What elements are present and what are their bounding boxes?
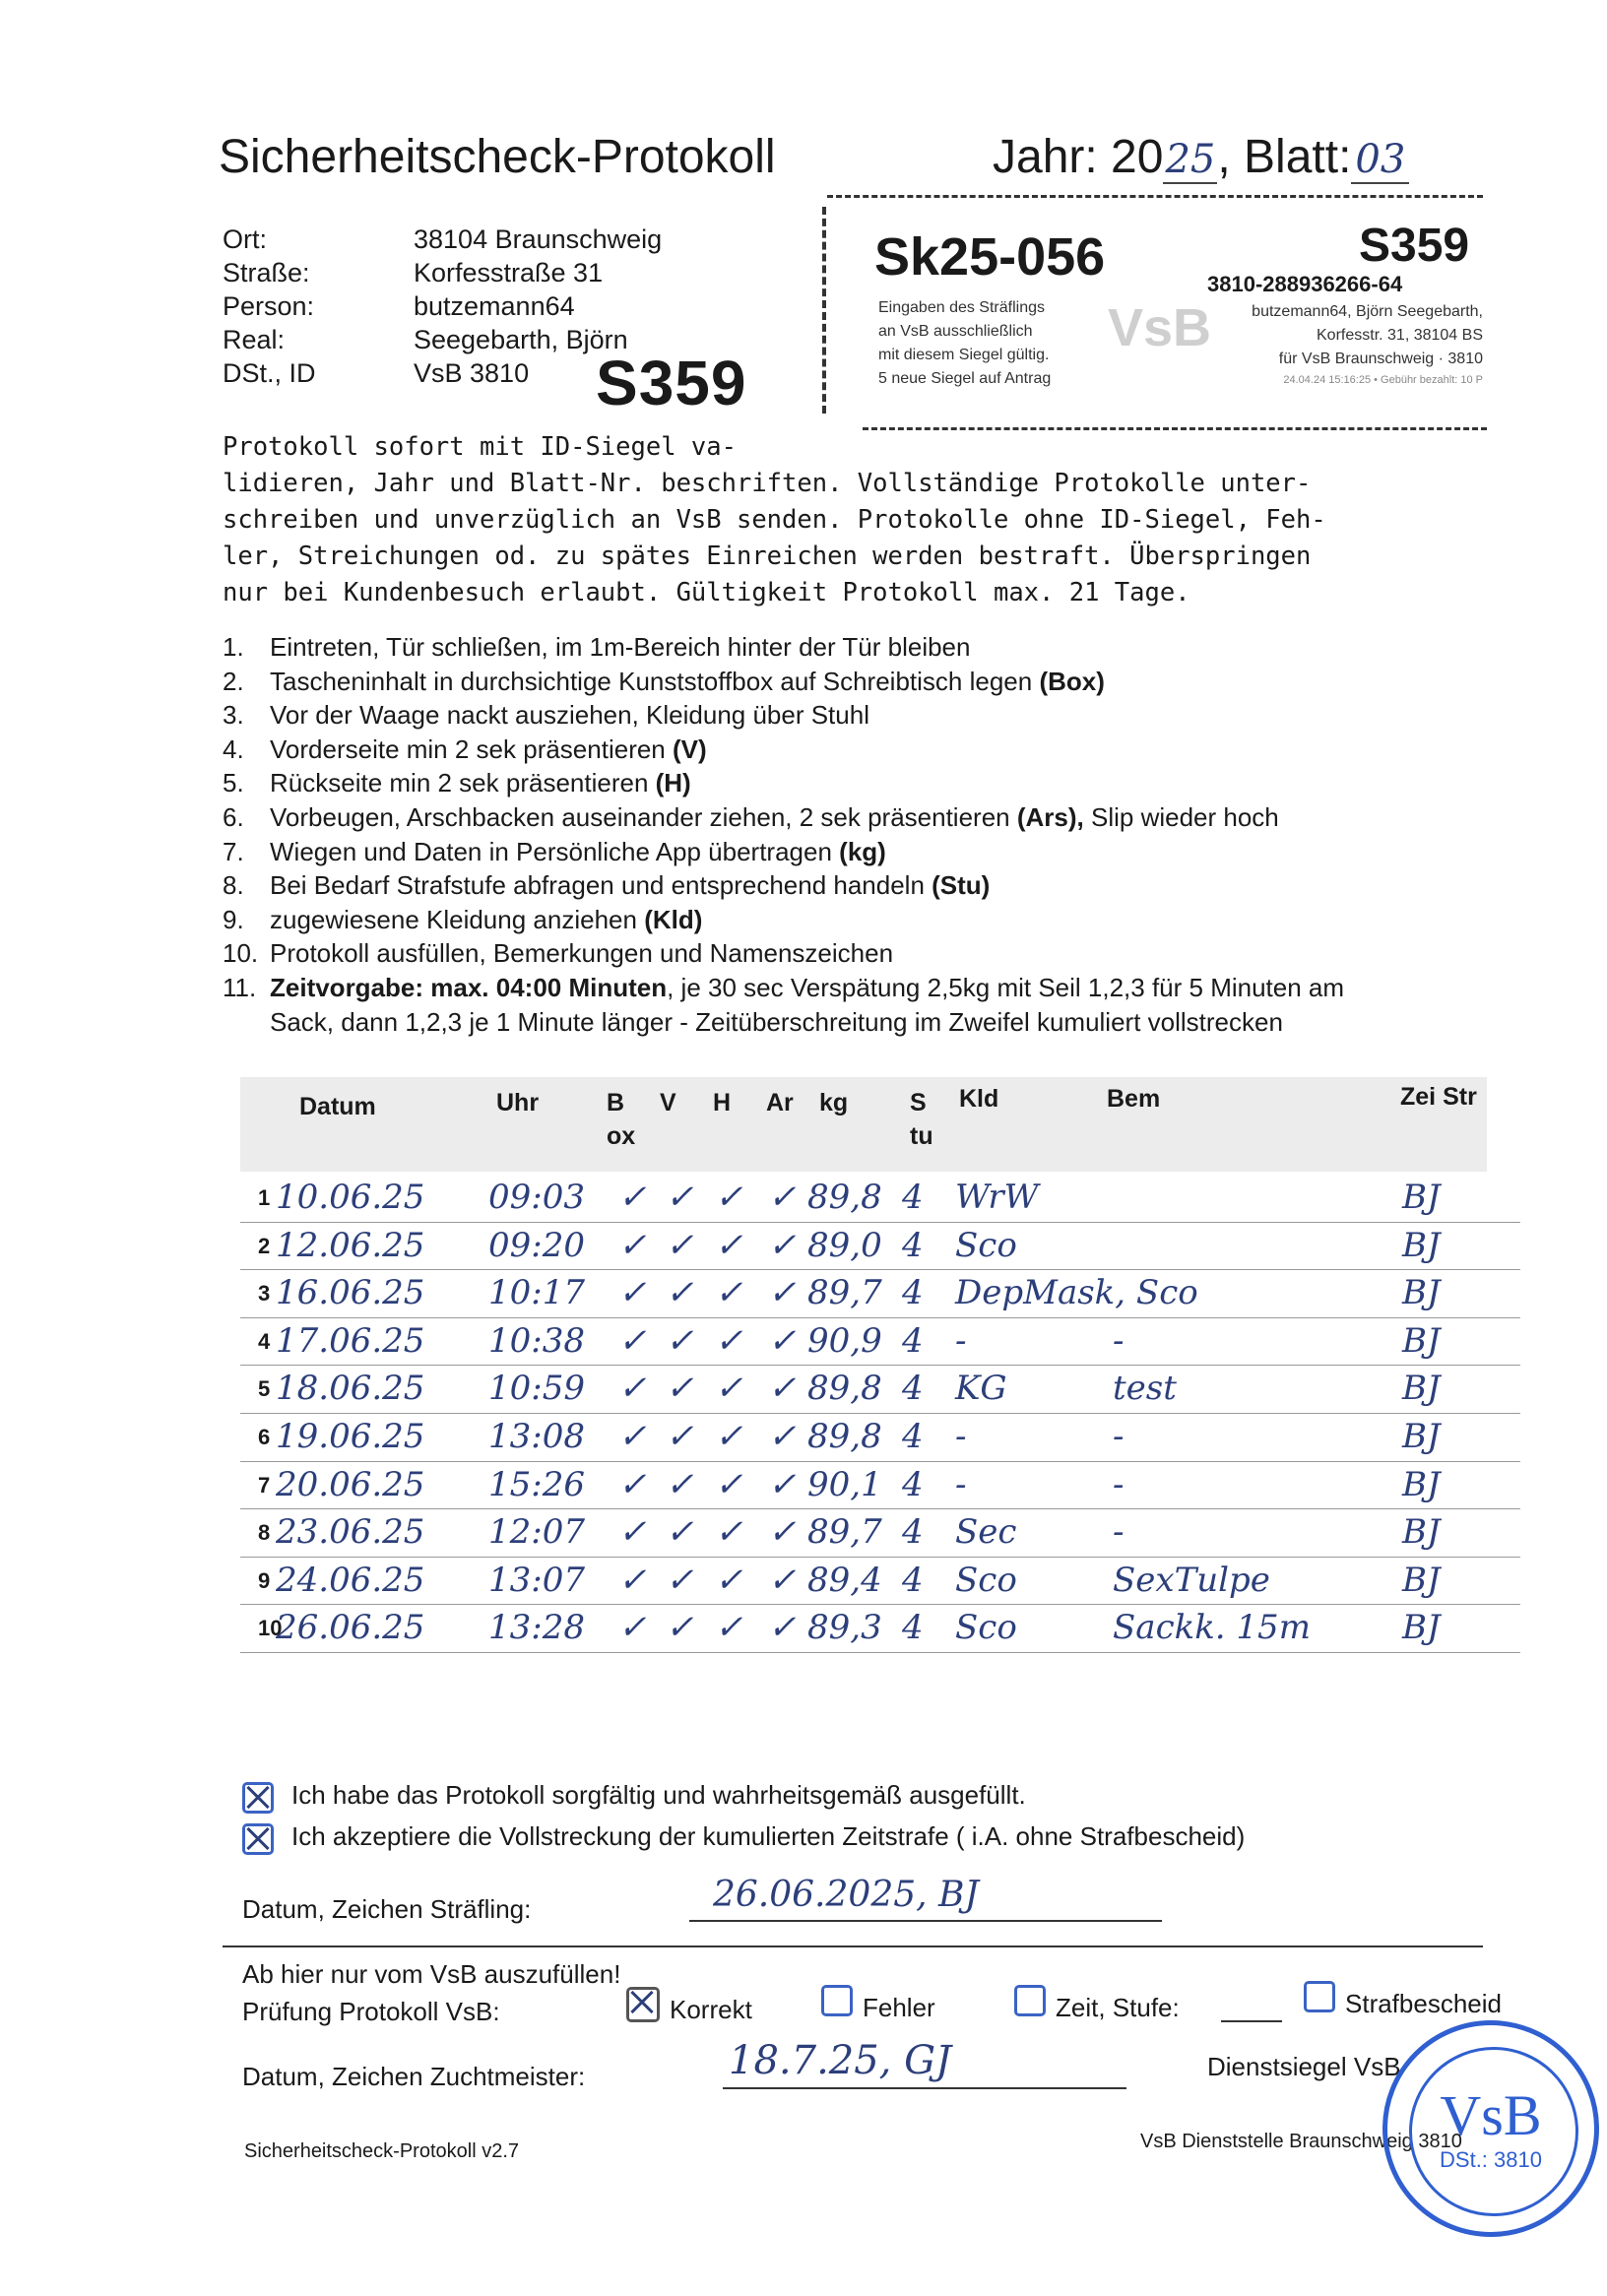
instruction-line: lidieren, Jahr und Blatt-Nr. beschriften. Vollständige Protokolle unter-: [223, 469, 1312, 498]
cell-kg: 89,0: [807, 1225, 882, 1265]
year-label: Jahr: 20: [993, 131, 1164, 183]
col-box-2: ox: [607, 1122, 636, 1150]
step-number: 6.: [223, 801, 244, 832]
cell-stu: 4: [902, 1417, 924, 1456]
step-text: [270, 903, 702, 937]
cell-h: ✓: [715, 1225, 743, 1265]
cell-v: ✓: [666, 1369, 694, 1409]
zeit-label: Zeit, Stufe:: [1056, 1993, 1180, 2022]
row-divider: [240, 1652, 1520, 1653]
cell-box: ✓: [618, 1178, 647, 1217]
step-number: 9.: [223, 904, 244, 934]
cell-v: ✓: [666, 1560, 694, 1600]
table-header: [240, 1077, 1487, 1172]
step-item: [223, 766, 1542, 800]
step-plain: Vorderseite min 2 sek präsentieren: [270, 733, 673, 764]
cell-v: ✓: [666, 1512, 694, 1553]
step-number: 8.: [223, 870, 244, 901]
info-label: Real:: [223, 325, 286, 354]
siegel-line: Korfesstr. 31, 38104 BS: [1317, 327, 1483, 344]
cell-kg: 89,7: [807, 1512, 882, 1553]
cell-kld: DepMask, Sco: [955, 1273, 1198, 1313]
sheet-handwritten: 03: [1351, 137, 1409, 184]
cell-zei: BJ: [1402, 1560, 1441, 1600]
row-divider: [240, 1508, 1520, 1509]
cell-box: ✓: [618, 1320, 647, 1361]
cell-stu: 4: [902, 1608, 924, 1648]
step-plain: Tascheninhalt in durchsichtige Kunststoffbox auf Schreibtisch legen: [270, 666, 1040, 696]
cell-v: ✓: [666, 1225, 694, 1265]
cell-box: ✓: [618, 1417, 647, 1456]
step-text: [270, 835, 886, 869]
zuchtmeister-line: [723, 2087, 1126, 2089]
cell-datum: 12.06.25: [276, 1225, 425, 1265]
cell-uhr: 10:38: [488, 1320, 585, 1361]
cell-kg: 89,7: [807, 1273, 882, 1313]
siegel-line: Eingaben des Sträflings: [878, 299, 1045, 316]
cell-zei: BJ: [1402, 1512, 1441, 1553]
cell-stu: 4: [902, 1225, 924, 1265]
cell-ar: ✓: [768, 1464, 797, 1504]
cell-datum: 17.06.25: [276, 1320, 425, 1361]
info-label: Ort:: [223, 224, 267, 254]
step-bold: (kg): [839, 836, 886, 866]
cell-uhr: 10:17: [488, 1273, 585, 1313]
cell-h: ✓: [715, 1178, 743, 1217]
cell-stu: 4: [902, 1512, 924, 1553]
siegel-line: an VsB ausschließlich: [878, 323, 1033, 340]
korrekt-checkbox[interactable]: [626, 1987, 660, 2022]
cell-uhr: 15:26: [488, 1464, 585, 1504]
step-bold: Zeitvorgabe: max. 04:00 Minuten: [270, 972, 668, 1002]
row-divider: [240, 1604, 1520, 1605]
cell-stu: 4: [902, 1273, 924, 1313]
pruefung-label: Prüfung Protokoll VsB:: [242, 1997, 500, 2026]
info-value: 38104 Braunschweig: [414, 224, 663, 254]
step-text: [270, 698, 869, 733]
strafbescheid-checkbox[interactable]: [1304, 1981, 1335, 2012]
col-ar: Ar: [766, 1089, 794, 1116]
cell-kg: 90,1: [807, 1464, 882, 1504]
cell-ar: ✓: [768, 1225, 797, 1265]
confirm-text-2: Ich akzeptiere die Vollstreckung der kumulierten Zeitstrafe ( i.A. ohne Strafbescheid): [291, 1821, 1246, 1851]
row-number: 4: [258, 1328, 271, 1354]
cell-h: ✓: [715, 1273, 743, 1313]
cell-kld: -: [955, 1417, 967, 1456]
cell-v: ✓: [666, 1608, 694, 1648]
step-text: [270, 936, 893, 971]
step-number: 3.: [223, 700, 244, 731]
cell-ar: ✓: [768, 1560, 797, 1600]
step-number: 4.: [223, 733, 244, 764]
cell-h: ✓: [715, 1369, 743, 1409]
fehler-checkbox[interactable]: [821, 1985, 853, 2016]
cell-v: ✓: [666, 1178, 694, 1217]
siegel-code: Sk25-056: [874, 227, 1106, 287]
steps-list: [223, 630, 1542, 1039]
cell-h: ✓: [715, 1560, 743, 1600]
cell-ar: ✓: [768, 1608, 797, 1648]
col-bem: Bem: [1107, 1085, 1161, 1113]
instruction-line: nur bei Kundenbesuch erlaubt. Gültigkeit Protokoll max. 21 Tage.: [223, 578, 1190, 607]
row-divider: [240, 1413, 1520, 1414]
siegel-border-top: [827, 195, 1483, 198]
cell-uhr: 13:07: [488, 1560, 585, 1600]
confirm-checkbox-1[interactable]: [242, 1782, 274, 1814]
confirm-text-1: Ich habe das Protokoll sorgfältig und wahrheitsgemäß ausgefüllt.: [291, 1780, 1026, 1810]
cell-h: ✓: [715, 1320, 743, 1361]
cell-zei: BJ: [1402, 1320, 1441, 1361]
step-number: 1.: [223, 632, 244, 662]
siegel-line: 24.04.24 15:16:25 • Gebühr bezahlt: 10 P: [1283, 374, 1483, 386]
step-text: [270, 630, 970, 665]
col-box: B: [607, 1089, 625, 1116]
year-handwritten: 25: [1165, 137, 1216, 182]
cell-stu: 4: [902, 1560, 924, 1600]
instructions-paragraph: [223, 429, 1522, 611]
step-bold: (Kld): [644, 904, 703, 934]
cell-ar: ✓: [768, 1273, 797, 1313]
cell-bem: -: [1113, 1464, 1125, 1504]
cell-box: ✓: [618, 1369, 647, 1409]
cell-zei: BJ: [1402, 1178, 1441, 1217]
siegel-line: butzemann64, Björn Seegebarth,: [1252, 303, 1483, 320]
row-divider: [240, 1269, 1520, 1270]
cell-ar: ✓: [768, 1178, 797, 1217]
cell-bem: SexTulpe: [1113, 1560, 1270, 1600]
datum-straefling-label: Datum, Zeichen Sträfling:: [242, 1894, 532, 1924]
step-number: 10.: [223, 938, 259, 969]
step-item: [223, 868, 1542, 903]
step-plain: , je 30 sec Verspätung 2,5kg mit Seil 1,2,3 für 5 Minuten am: [667, 972, 1345, 1002]
cell-datum: 20.06.25: [276, 1464, 425, 1504]
zeit-checkbox[interactable]: [1014, 1985, 1046, 2016]
step-number: 11.: [223, 972, 257, 1002]
row-divider: [240, 1365, 1520, 1366]
instruction-line: schreiben und unverzüglich an VsB senden. Protokolle ohne ID-Siegel, Feh-: [223, 505, 1326, 535]
cell-bem: -: [1113, 1512, 1125, 1553]
row-number: 2: [258, 1233, 271, 1258]
cell-kg: 89,8: [807, 1178, 882, 1217]
cell-ar: ✓: [768, 1369, 797, 1409]
step-item: [223, 800, 1542, 835]
cell-kg: 89,3: [807, 1608, 882, 1648]
confirm-checkbox-2[interactable]: [242, 1823, 274, 1855]
row-number: 5: [258, 1376, 271, 1402]
cell-box: ✓: [618, 1464, 647, 1504]
step-item: [223, 733, 1542, 767]
row-number: 7: [258, 1472, 271, 1498]
cell-kld: -: [955, 1320, 967, 1361]
step-plain: Vorbeugen, Arschbacken auseinander ziehen, 2 sek präsentieren: [270, 801, 1017, 832]
zuchtmeister-handwritten: 18.7.25, GJ: [729, 2038, 952, 2083]
instruction-line: Protokoll sofort mit ID-Siegel va-: [223, 432, 737, 462]
step-item: [223, 698, 1542, 733]
siegel-line: 5 neue Siegel auf Antrag: [878, 370, 1052, 387]
cell-ar: ✓: [768, 1320, 797, 1361]
datum-straefling-line: [689, 1920, 1162, 1922]
dienstsiegel-label: Dienstsiegel VsB: [1207, 2052, 1401, 2081]
cell-datum: 10.06.25: [276, 1178, 425, 1217]
cell-h: ✓: [715, 1512, 743, 1553]
cell-kld: Sco: [955, 1608, 1017, 1648]
cell-zei: BJ: [1402, 1225, 1441, 1265]
year-sheet-label: [993, 130, 1409, 184]
cell-v: ✓: [666, 1320, 694, 1361]
step-bold: (V): [673, 733, 707, 764]
cell-bem: -: [1113, 1320, 1125, 1361]
step-number: 5.: [223, 768, 244, 798]
step-number: 2.: [223, 666, 244, 696]
col-stu: S: [910, 1089, 927, 1116]
step-bold: (H): [655, 768, 691, 798]
siegel-watermark: VsB: [1108, 298, 1212, 357]
step-plain: Eintreten, Tür schließen, im 1m-Bereich hinter der Tür bleiben: [270, 632, 971, 662]
cell-zei: BJ: [1402, 1273, 1441, 1313]
step-item: [223, 835, 1542, 869]
cell-zei: BJ: [1402, 1608, 1441, 1648]
step-text: [270, 665, 1105, 699]
row-divider: [240, 1461, 1520, 1462]
step-number: 7.: [223, 836, 244, 866]
cell-datum: 19.06.25: [276, 1417, 425, 1456]
info-label: Straße:: [223, 258, 310, 287]
stamp-center: VsB: [1440, 2083, 1542, 2147]
cell-uhr: 09:03: [488, 1178, 585, 1217]
row-number: 1: [258, 1185, 271, 1210]
cell-box: ✓: [618, 1273, 647, 1313]
cell-stu: 4: [902, 1320, 924, 1361]
cell-datum: 18.06.25: [276, 1369, 425, 1409]
cell-zei: BJ: [1402, 1417, 1441, 1456]
cell-datum: 24.06.25: [276, 1560, 425, 1600]
page-title: Sicherheitscheck-Protokoll: [219, 131, 776, 183]
cell-uhr: 13:28: [488, 1608, 585, 1648]
col-h: H: [713, 1089, 732, 1116]
row-number: 8: [258, 1520, 271, 1546]
cell-kg: 90,9: [807, 1320, 882, 1361]
step-continuation: Sack, dann 1,2,3 je 1 Minute länger - Zeitüberschreitung im Zweifel kumuliert vollstrecken: [270, 1006, 1283, 1037]
info-value: VsB 3810: [414, 358, 530, 388]
sheet-label: , Blatt:: [1217, 131, 1352, 183]
cell-datum: 26.06.25: [276, 1608, 425, 1648]
step-item: [223, 936, 1542, 971]
cell-uhr: 10:59: [488, 1369, 585, 1409]
cell-kld: Sco: [955, 1225, 1017, 1265]
step-plain: Slip wieder hoch: [1083, 801, 1279, 832]
cell-v: ✓: [666, 1273, 694, 1313]
col-uhr: Uhr: [496, 1089, 540, 1116]
korrekt-label: Korrekt: [670, 1995, 752, 2024]
cell-box: ✓: [618, 1560, 647, 1600]
cell-box: ✓: [618, 1512, 647, 1553]
cell-uhr: 12:07: [488, 1512, 585, 1553]
cell-bem: Sackk. 15m: [1113, 1608, 1311, 1648]
datum-straefling-handwritten: 26.06.2025, BJ: [713, 1875, 979, 1915]
vsb-stamp: [1382, 2020, 1599, 2237]
row-number: 9: [258, 1567, 271, 1593]
siegel-long-id: 3810-288936266-64: [1207, 272, 1403, 296]
siegel-line: für VsB Braunschweig · 3810: [1278, 351, 1483, 367]
row-divider: [240, 1557, 1520, 1558]
cell-kg: 89,4: [807, 1560, 882, 1600]
step-bold: (Box): [1039, 666, 1105, 696]
row-number: 3: [258, 1281, 271, 1307]
cell-kg: 89,8: [807, 1369, 882, 1409]
row-number: 10: [258, 1616, 283, 1641]
cell-kld: Sco: [955, 1560, 1017, 1600]
step-plain: Wiegen und Daten in Persönliche App übertragen: [270, 836, 840, 866]
cell-ar: ✓: [768, 1417, 797, 1456]
siegel-border-left: [822, 207, 826, 414]
cell-stu: 4: [902, 1178, 924, 1217]
step-bold: (Ars),: [1016, 801, 1084, 832]
cell-h: ✓: [715, 1417, 743, 1456]
step-text: [270, 800, 1279, 835]
col-kg: kg: [819, 1089, 849, 1116]
cell-box: ✓: [618, 1225, 647, 1265]
cell-bem: -: [1113, 1417, 1125, 1456]
info-label: Person:: [223, 291, 315, 321]
id-badge: S359: [596, 348, 747, 418]
cell-v: ✓: [666, 1464, 694, 1504]
step-text: [270, 766, 691, 800]
cell-stu: 4: [902, 1369, 924, 1409]
step-plain: Vor der Waage nackt ausziehen, Kleidung über Stuhl: [270, 700, 869, 731]
step-plain: zugewiesene Kleidung anziehen: [270, 904, 645, 934]
step-item: [223, 630, 1542, 665]
footer-version: Sicherheitscheck-Protokoll v2.7: [244, 2140, 520, 2162]
col-datum: Datum: [299, 1093, 376, 1120]
row-number: 6: [258, 1425, 271, 1449]
info-value: Korfesstraße 31: [414, 258, 604, 287]
cell-uhr: 13:08: [488, 1417, 585, 1456]
cell-datum: 23.06.25: [276, 1512, 425, 1553]
cell-kg: 89,8: [807, 1417, 882, 1456]
cell-box: ✓: [618, 1608, 647, 1648]
cell-kld: -: [955, 1464, 967, 1504]
cell-kld: WrW: [955, 1178, 1039, 1217]
col-kld: Kld: [959, 1085, 999, 1113]
step-item: [223, 665, 1542, 699]
step-plain: Protokoll ausfüllen, Bemerkungen und Namenszeichen: [270, 938, 894, 969]
strafbescheid-label: Strafbescheid: [1345, 1989, 1502, 2018]
info-label: DSt., ID: [223, 358, 316, 388]
vsb-note: Ab hier nur vom VsB auszufüllen!: [242, 1959, 621, 1989]
col-zei: Zei Str: [1400, 1083, 1477, 1111]
cell-zei: BJ: [1402, 1464, 1441, 1504]
cell-v: ✓: [666, 1417, 694, 1456]
siegel-line: mit diesem Siegel gültig.: [878, 347, 1050, 363]
col-stu-2: tu: [910, 1122, 933, 1150]
cell-stu: 4: [902, 1464, 924, 1504]
cell-h: ✓: [715, 1608, 743, 1648]
step-item: [223, 903, 1542, 937]
step-text: [270, 971, 1344, 1039]
cell-uhr: 09:20: [488, 1225, 585, 1265]
siegel-id: S359: [1359, 220, 1470, 272]
step-plain: Bei Bedarf Strafstufe abfragen und entsprechend handeln: [270, 870, 932, 901]
step-bold: (Stu): [932, 870, 991, 901]
stamp-sub: DSt.: 3810: [1440, 2147, 1542, 2172]
cell-zei: BJ: [1402, 1369, 1441, 1409]
zuchtmeister-label: Datum, Zeichen Zuchtmeister:: [242, 2062, 586, 2091]
footer-dienststelle: VsB Dienststelle Braunschweig 3810: [1140, 2131, 1462, 2152]
step-item: [223, 971, 1542, 1039]
fehler-label: Fehler: [863, 1993, 935, 2022]
col-v: V: [660, 1089, 676, 1116]
row-divider: [240, 1222, 1520, 1223]
row-divider: [240, 1317, 1520, 1318]
cell-kld: Sec: [955, 1512, 1017, 1553]
cell-kld: KG: [955, 1369, 1007, 1409]
zeit-line: [1221, 2020, 1282, 2022]
step-text: [270, 733, 707, 767]
cell-h: ✓: [715, 1464, 743, 1504]
step-text: [270, 868, 990, 903]
cell-datum: 16.06.25: [276, 1273, 425, 1313]
info-value: Seegebarth, Björn: [414, 325, 628, 354]
step-plain: Rückseite min 2 sek präsentieren: [270, 768, 656, 798]
instruction-line: ler, Streichungen od. zu spätes Einreichen werden bestraft. Überspringen: [223, 542, 1312, 571]
cell-bem: test: [1113, 1369, 1177, 1409]
info-value: butzemann64: [414, 291, 575, 321]
cell-ar: ✓: [768, 1512, 797, 1553]
section-separator: [223, 1945, 1483, 1947]
